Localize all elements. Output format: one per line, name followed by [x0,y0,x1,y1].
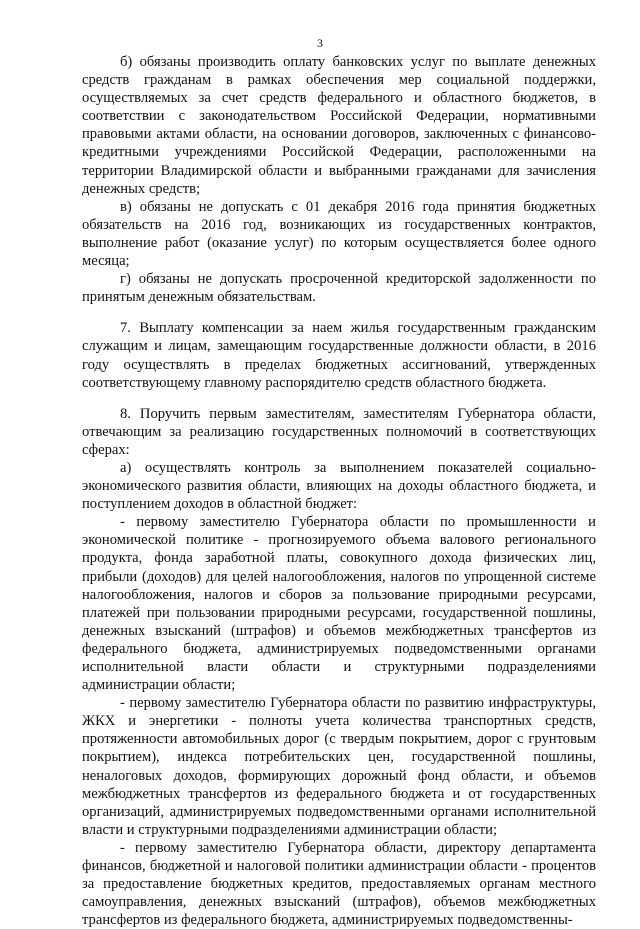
paragraph-6b: б) обязаны производить оплату банковских услуг по выплате денежных средств гражданам в рамках обеспечения мер социальной поддержки, осуществляемых за счет средств федерального и областного бюджетов, в соответствии с законодательством Российской Федерации, нормативными правовыми актами области, на основании договоров, заключенных с финансово-кредитными учреждениями Российской Федерации, расположенными на территории Владимирской области и выбранными гражданами для зачисления денежных средств; [82,54,596,197]
list-item-industry-deputy: - первому заместителю Губернатора области по промышленности и экономической политике - прогнозируемого объема валового регионального продукта, фонда заработной платы, совокупного дохода физических лиц, прибыли (доходов) для целей налогообложения, налогов по упрощенной системе налогообложения, налогов и сборов за пользование природными ресурсами, платежей при пользовании природными ресурсами, государственной пошлины, денежных взысканий (штрафов) и объемов межбюджетных трансфертов из федерального бюджета, администрируемых подведомственными органами исполнительной власти области и структурными подразделениями администрации области; [82,514,596,694]
paragraph-8: 8. Поручить первым заместителям, заместителям Губернатора области, отвечающим за реализацию государственных полномочий в соответствующих сферах: [82,405,596,458]
paragraph-6v: в) обязаны не допускать с 01 декабря 2016 года принятия бюджетных обязательств на 2016 год, возникающих из государственных контрактов, выполнение работ (оказание услуг) по которым осуществляется более одного месяца; [82,198,596,270]
page-number: 3 [317,36,323,50]
list-item-finance-deputy: - первому заместителю Губернатора области, директору департамента финансов, бюджетной и налоговой политики администрации области - процентов за предоставление бюджетных кредитов, предоставляемых органам местного самоуправления, денежных взысканий (штрафов), объемов межбюджетных трансфертов из федерального бюджета, администрируемых подведомственны- [82,839,596,929]
document-body [82,53,596,929]
paragraph-8a: а) осуществлять контроль за выполнением показателей социально-экономического развития области, влияющих на доходы областного бюджета, и поступлением доходов в областной бюджет: [82,459,596,513]
list-item-infrastructure-deputy: - первому заместителю Губернатора области по развитию инфраструктуры, ЖКХ и энергетики - полноты учета количества транспортных средств, протяженности автомобильных дорог (с твердым покрытием, дорог с грунтовым покрытием), индекса потребительских цен, государственной пошлины, неналоговых доходов, формирующих дорожный фонд области, и объемов межбюджетных трансфертов из федерального бюджета и от государственных организаций, администрируемых подведомственными органами исполнительной власти и структурными подразделениями администрации области; [82,695,596,838]
paragraph-6g: г) обязаны не допускать просроченной кредиторской задолженности по принятым денежным обязательствам. [82,271,596,306]
paragraph-7: 7. Выплату компенсации за наем жилья государственным гражданским служащим и лицам, замещающим государственные должности области, в 2016 году осуществлять в пределах бюджетных ассигнований, утвержденных соответствующему главному распорядителю средств областного бюджета. [82,320,596,391]
